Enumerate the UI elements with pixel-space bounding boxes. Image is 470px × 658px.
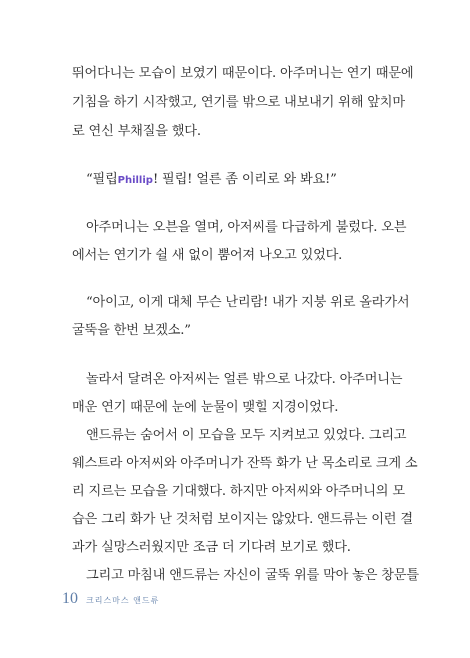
dialogue-line: “아이고, 이게 대체 무슨 난리람! 내가 지붕 위로 올라가서 (86, 295, 410, 310)
text-line: 리 지르는 모습을 기대했다. 하지만 아저씨와 아주머니의 모 (72, 484, 405, 499)
text-line: 웨스트라 아저씨와 아주머니가 잔뜩 화가 난 목소리로 크게 소 (72, 456, 418, 471)
dialogue-line (86, 170, 416, 191)
english-name-annotation: Phillip (117, 175, 153, 186)
text-line: 로 연신 부채질을 했다. (72, 124, 201, 139)
text-line: 에서는 연기가 쉴 새 없이 뿜어져 나오고 있었다. (72, 248, 343, 263)
page-footer (62, 590, 159, 614)
text-line: 과가 실망스러웠지만 조금 더 기다려 보기로 했다. (72, 540, 351, 555)
text-line: 기침을 하기 시작했고, 연기를 밖으로 내보내기 위해 앞치마 (72, 95, 405, 110)
text-line: 아주머니는 오븐을 열며, 아저씨를 다급하게 불렀다. 오븐 (86, 220, 407, 235)
text-line: 그리고 마침내 앤드류는 자신이 굴뚝 위를 막아 놓은 창문틀 (86, 568, 419, 583)
text-line: 앤드류는 숨어서 이 모습을 모두 지켜보고 있었다. 그리고 (86, 428, 407, 443)
text-line: 뛰어다니는 모습이 보였기 때문이다. 아주머니는 연기 때문에 (72, 66, 414, 81)
dialogue-line: 굴뚝을 한번 보겠소.” (72, 323, 191, 338)
dialogue-close: ! 필립! 얼른 좀 이리로 와 봐요!” (152, 172, 337, 187)
book-title: 크리스마스 앤드류 (86, 596, 160, 605)
dialogue-open: “필립 (86, 172, 118, 187)
text-line: 습은 그리 화가 난 것처럼 보이지는 않았다. 앤드류는 이런 결 (72, 512, 413, 527)
text-line: 놀라서 달려온 아저씨는 얼른 밖으로 나갔다. 아주머니는 (86, 372, 403, 387)
page-number: 10 (62, 590, 78, 607)
text-line: 매운 연기 때문에 눈에 눈물이 맺힐 지경이었다. (72, 400, 339, 415)
